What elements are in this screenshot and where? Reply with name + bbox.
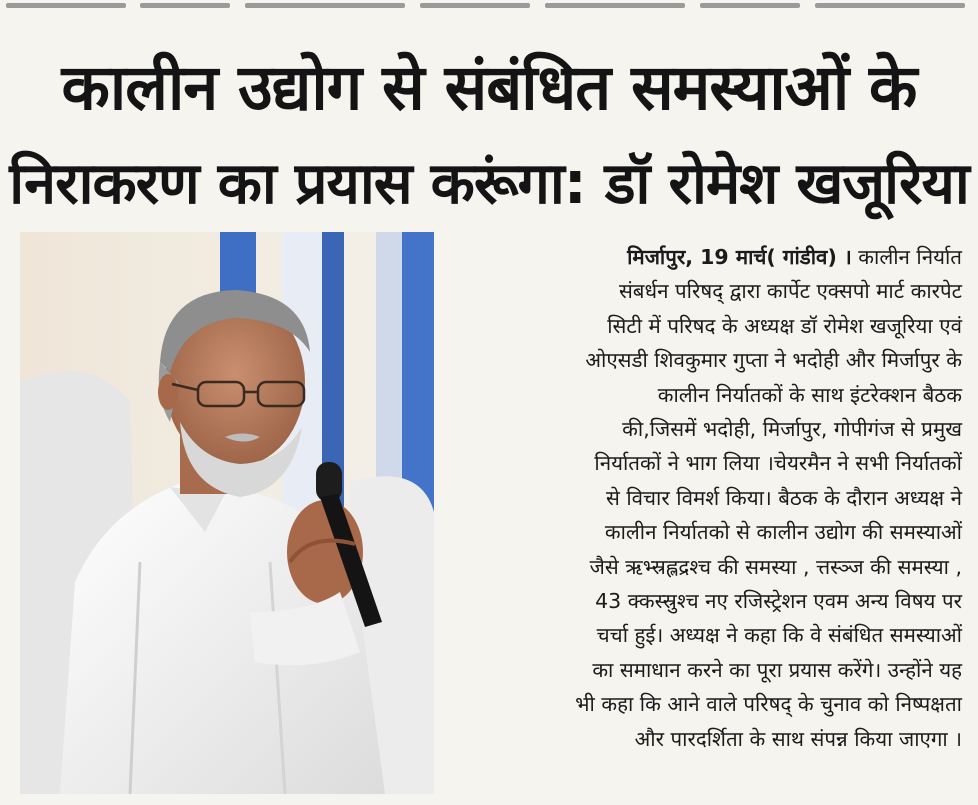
- headline: [0, 40, 978, 232]
- dateline: मिर्जापुर, 19 मार्च( गांडीव) ।: [627, 245, 852, 269]
- article-line-9: कालीन निर्यातको से कालीन उद्योग की समस्याओं: [604, 520, 962, 545]
- article-line-5: कालीन निर्यातकों के साथ इंटरेक्शन बैठक: [657, 382, 962, 407]
- headline-line-2: निराकरण का प्रयास करूंगा: डॉ रोमेश खजूरिया: [9, 150, 969, 217]
- headline-line-1: कालीन उद्योग से संबंधित समस्याओं के: [61, 51, 917, 124]
- article-line-6: की,जिसमें भदोही, मिर्जापुर, गोपीगंज से प्रमुख: [622, 417, 962, 442]
- article-line-2: संबर्धन परिषद् द्वारा कार्पेट एक्सपो मार्ट कारपेट: [618, 279, 962, 304]
- speaker-photo: [20, 232, 434, 794]
- article-line-8: से विचार विमर्श किया। बैठक के दौरान अध्यक्ष ने: [605, 485, 962, 510]
- article-line-1: [462, 240, 962, 274]
- article-line-11: 43 क्कस्स्रुश्च नए रजिस्ट्रेशन एवम अन्य विषय पर: [595, 589, 962, 614]
- article-line-10: जैसे ऋभ्स्रह्लद्रश्च की समस्या , त्तस्ञ्ज की समस्या ,: [589, 554, 962, 579]
- article-line-4: ओएसडी शिवकुमार गुप्ता ने भदोही और मिर्जापुर के: [585, 348, 962, 373]
- article-line-13: का समाधान करने का पूरा प्रयास करेंगे। उन्होंने यह: [592, 657, 962, 682]
- article-line-12: चर्चा हुई। अध्यक्ष ने कहा कि वे संबंधित समस्याओं: [596, 623, 962, 648]
- article-line-15: और पारदर्शिता के साथ संपन्न किया जाएगा ।: [634, 726, 962, 751]
- article-line-7: निर्यातकों ने भाग लिया ।चेयरमैन ने सभी निर्यातकों: [594, 451, 962, 476]
- article-body: [462, 240, 962, 756]
- article-line-3: सिटी में परिषद के अध्यक्ष डॉ रोमेश खजूरिया एवं: [607, 313, 962, 338]
- article-line-1-text: कालीन निर्यात: [858, 245, 962, 269]
- cropped-previous-text: [0, 0, 978, 14]
- article-line-14: भी कहा कि आने वाले परिषद् के चुनाव को निष्पक्षता: [575, 692, 962, 717]
